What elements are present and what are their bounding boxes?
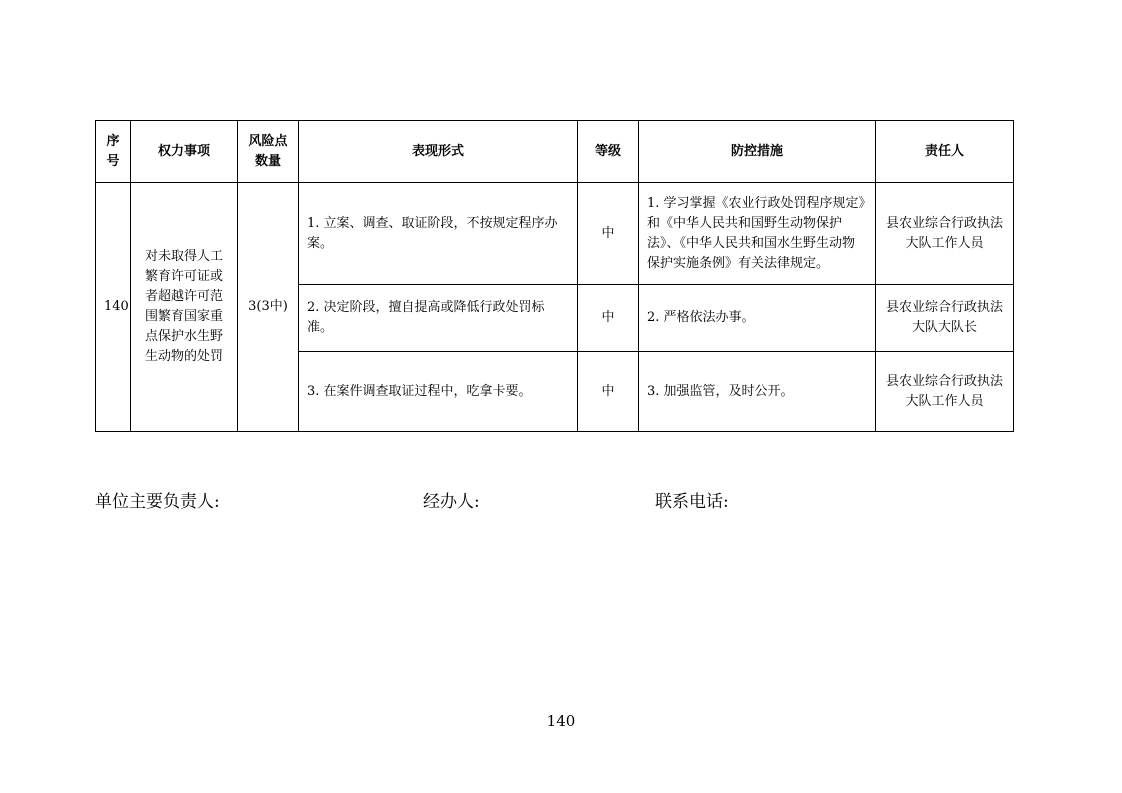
page-number: 140 [546, 712, 576, 730]
header-person: 责任人 [876, 121, 1014, 183]
form-cell: 1. 立案、调查、取证阶段，不按规定程序办案。 [299, 183, 578, 285]
form-cell: 3. 在案件调查取证过程中，吃拿卡要。 [299, 352, 578, 432]
level-cell: 中 [578, 285, 639, 352]
table-header-row [96, 121, 1014, 183]
header-form: 表现形式 [299, 121, 578, 183]
risk-count-cell: 3(3中) [238, 183, 299, 432]
header-measure: 防控措施 [639, 121, 876, 183]
form-cell: 2. 决定阶段，擅自提高或降低行政处罚标准。 [299, 285, 578, 352]
person-cell: 县农业综合行政执法大队大队长 [876, 285, 1014, 352]
measure-cell: 3. 加强监管，及时公开。 [639, 352, 876, 432]
person-cell: 县农业综合行政执法大队工作人员 [876, 183, 1014, 285]
phone-label: 联系电话: [655, 492, 729, 512]
header-risk-count: 风险点 数量 [238, 121, 299, 183]
seq-cell: 140 [96, 183, 131, 432]
header-seq: 序 号 [96, 121, 131, 183]
unit-head-label: 单位主要负责人: [95, 492, 220, 512]
measure-cell: 1. 学习掌握《农业行政处罚程序规定》和《中华人民共和国野生动物保护法》、《中华人民共和国水生野生动物保护实施条例》有关法律规定。 [639, 183, 876, 285]
handler-label: 经办人: [423, 492, 480, 512]
level-cell: 中 [578, 352, 639, 432]
header-item: 权力事项 [131, 121, 238, 183]
risk-control-table [95, 120, 1014, 432]
table-row [96, 183, 1014, 285]
level-cell: 中 [578, 183, 639, 285]
item-cell: 对未取得人工繁育许可证或者超越许可范围繁育国家重点保护水生野生动物的处罚 [131, 183, 238, 432]
measure-cell: 2. 严格依法办事。 [639, 285, 876, 352]
header-level: 等级 [578, 121, 639, 183]
person-cell: 县农业综合行政执法大队工作人员 [876, 352, 1014, 432]
